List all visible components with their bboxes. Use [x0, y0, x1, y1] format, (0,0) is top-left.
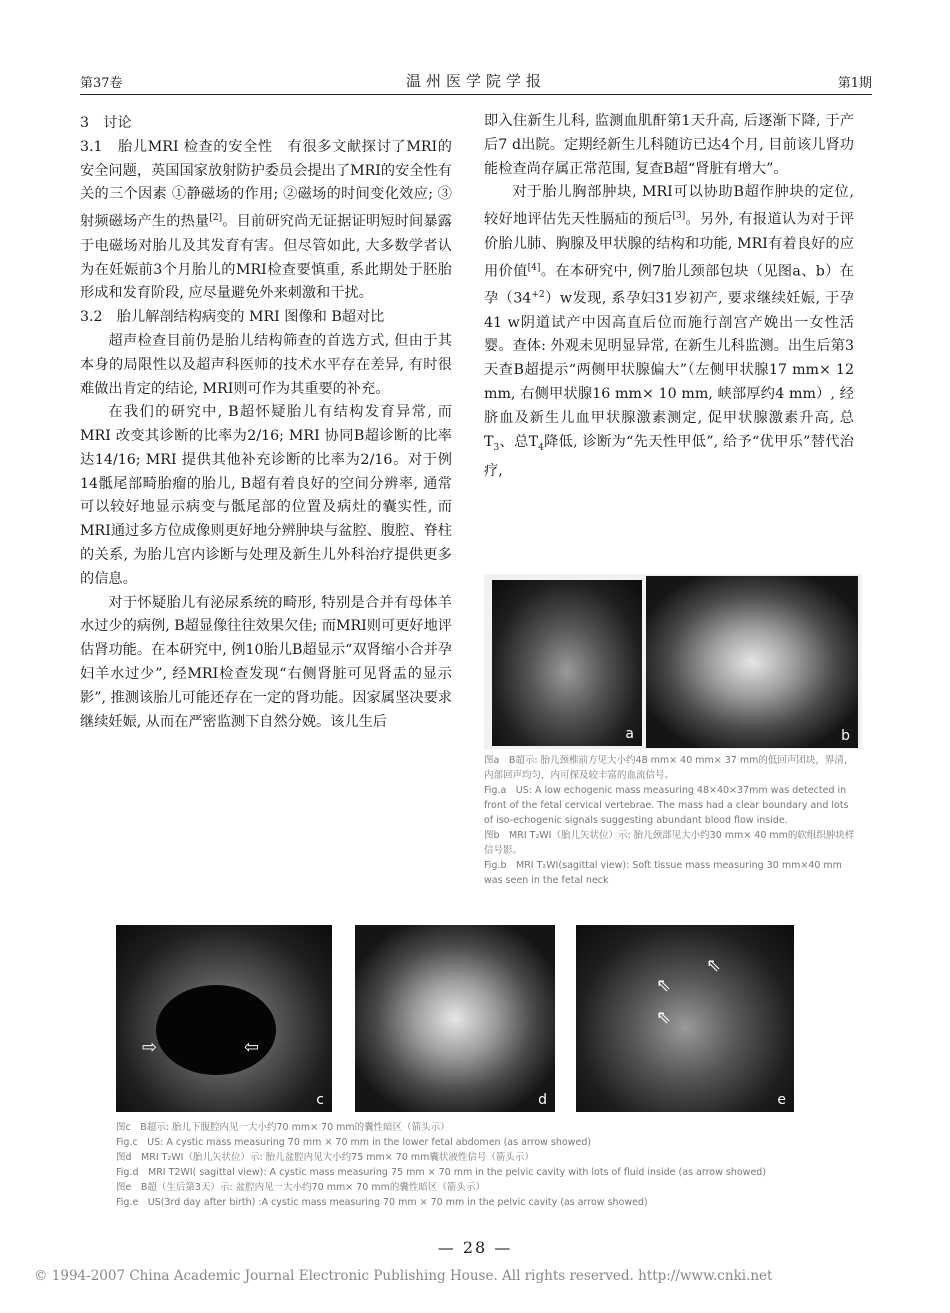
figure-label: c: [316, 1092, 324, 1108]
caption-cde: [116, 1120, 796, 1210]
right-column: [484, 110, 854, 484]
copyright-footer: © 1994-2007 China Academic Journal Electronic Publishing House. All rights reserved. http://www.cnki.net: [34, 1268, 773, 1284]
text: ）w发现, 系孕妇31岁初产, 要求继续妊娠, 于孕41 w阴道试产中因高直后位而施行剖宫产娩出一女性活婴。查体: 外观未见明显异常, 在新生儿科监测。出生后第3天查B超提示“两侧甲状腺偏大”（左侧甲状腺17 mm× 12 mm, 右侧甲状腺16 mm× 10 mm, 峡部厚约4 mm）, 经脐血及新生儿血甲状腺激素测定, 促甲状腺激素升高, 总T: [484, 290, 854, 450]
figure-label: d: [538, 1092, 547, 1108]
text-3-1: 有很多文献探讨了MRI的安全问题，英国国家放射防护委员会提出了MRI的安全性有关的三个因素 ①静磁场的作用; ②磁场的时间变化效应; ③射频磁场产生的热量: [80, 138, 452, 230]
journal-title: 温州医学院学报: [405, 72, 546, 90]
text: 。在本研究中, 例7胎儿颈部包块（见图a、b）在孕（34: [484, 263, 854, 307]
subscript: 3: [493, 442, 500, 453]
text: 、总T: [499, 433, 539, 450]
volume-label: 第37卷: [80, 76, 123, 91]
figure-label: a: [625, 726, 634, 742]
text-3-1b: 。目前研究尚无证据证明短时间暴露于电磁场对胎儿及其发育有害。但尽管如此, 大多数学者认为在妊娠前3个月胎儿的MRI检查要慎重, 系此期处于胚胎形成和发育阶段, 应尽量避免外来刺激和干扰。: [80, 213, 452, 302]
paragraph-3-1: [80, 136, 452, 306]
figure-a-ultrasound: [492, 580, 642, 746]
text: 。另外, 有报道认为对于评价胎儿肺、胸腺及甲状腺的结构和功能, MRI有着良好的应用价值: [484, 211, 854, 280]
arrow-icon: ⇖: [656, 1007, 672, 1028]
page-number: — 28 —: [437, 1238, 513, 1257]
running-header: [80, 68, 872, 95]
caption-ab: [484, 753, 859, 888]
figure-d-mri: [355, 925, 555, 1112]
caption-line: 图d MRI T₂WI（胎儿矢状位）示: 胎儿盆腔内见大小约75 mm× 70 mm囊状液性信号（箭头示）: [116, 1152, 534, 1163]
figure-e-ultrasound: [576, 925, 794, 1112]
citation: [2]: [209, 213, 223, 224]
heading-3-2: 3.2 胎儿解剖结构病变的 MRI 图像和 B超对比: [80, 309, 385, 326]
paragraph: 即入住新生儿科, 监测血肌酐第1天升高, 后逐渐下降, 于产后7 d出院。定期经新生儿科随访已达4个月, 目前该儿肾功能检查尚存属正常范围, 复查B超“肾脏有增大”。: [484, 113, 854, 177]
paragraph: [484, 181, 854, 484]
paragraph: 在我们的研究中, B超怀疑胎儿有结构发育异常, 而 MRI 改变其诊断的比率为2/16; MRI 协同B超诊断的比率达14/16; MRI 提供其他补充诊断的比率为2/16。对于例14骶尾部畸胎瘤的胎儿, B超有着良好的空间分辨率, 通常可以较好地显示病变与骶尾部的位置及病灶的囊实性, 而MRI通过多方位成像则更好地分辨肿块与盆腔、腹腔、脊柱的关系, 为胎儿宫内诊断与处理及新生儿外科治疗提供更多的信息。: [80, 404, 452, 587]
text: 降低, 诊断为“先天性甲低”, 给予“优甲乐”替代治疗,: [484, 433, 854, 480]
caption-line: Fig.a US: A low echogenic mass measuring 48×40×37mm was detected in front of the fetal cervical vertebrae. The mass had a clear boundary and lots of iso-echogenic signals suggesting abundant blood flow inside.: [484, 785, 849, 826]
figure-b-mri: [646, 576, 858, 748]
heading-3-1: 3.1 胎儿MRI 检查的安全性: [80, 138, 273, 155]
caption-line: Fig.d MRI T2WI( sagittal view): A cystic mass measuring 75 mm × 70 mm in the pelvic cavity with lots of fluid inside (as arrow showed): [116, 1167, 767, 1178]
caption-line: Fig.c US: A cystic mass measuring 70 mm × 70 mm in the lower fetal abdomen (as arrow showed): [116, 1137, 592, 1148]
citation: [4]: [527, 262, 541, 273]
caption-line: 图b MRI T₂WI（胎儿矢状位）示: 胎儿颈部见大小约30 mm× 40 mm的软组织肿块样信号影。: [484, 830, 855, 856]
superscript: +2: [531, 290, 545, 301]
left-column: [80, 112, 452, 734]
cystic-area: [156, 985, 276, 1075]
section-title: 3 讨论: [80, 115, 132, 131]
caption-line: 图e B超（生后第3天）示: 盆腔内见一大小约70 mm× 70 mm的囊性暗区（箭头示）: [116, 1182, 485, 1193]
paragraph: 超声检查目前仍是胎儿结构筛查的首选方式, 但由于其本身的局限性以及超声科医师的技术水平存在差异, 有时很难做出肯定的结论, MRI则可作为其重要的补充。: [80, 332, 452, 397]
subscript: 4: [538, 442, 544, 453]
arrow-icon: ⇖: [706, 955, 722, 976]
caption-line: Fig.e US(3rd day after birth) :A cystic mass measuring 70 mm × 70 mm in the pelvic cavity (as arrow showed): [116, 1197, 648, 1208]
arrow-right-icon: ⇨: [142, 1037, 158, 1058]
issue-label: 第1期: [837, 76, 872, 91]
caption-line: 图c B超示: 胎儿下腹腔内见一大小约70 mm× 70 mm的囊性暗区（箭头示）: [116, 1122, 450, 1133]
arrow-left-icon: ⇦: [244, 1037, 260, 1058]
caption-line: Fig.b MRI T₂WI(sagittal view): Soft tissue mass measuring 30 mm×40 mm was seen in the fetal neck: [484, 860, 842, 886]
paragraph: 对于怀疑胎儿有泌尿系统的畸形, 特别是合并有母体羊水过少的病例, B超显像往往效果欠佳; 而MRI则可更好地评估肾功能。在本研究中, 例10胎儿B超显示“双肾缩小合并孕妇羊水过少”, 经MRI检查发现“右侧肾脏可见肾盂的显示影”, 推测该胎儿可能还存在一定的肾功能。因家属坚决要求继续妊娠, 从而在严密监测下自然分娩。该儿生后: [80, 594, 452, 730]
figure-c-ultrasound: [116, 925, 332, 1112]
citation: [3]: [672, 211, 686, 222]
text: 对于胎儿胸部肿块, MRI可以协助B超作肿块的定位, 较好地评估先天性膈疝的预后: [484, 184, 854, 228]
figure-label: b: [841, 728, 850, 744]
figure-label: e: [777, 1092, 786, 1108]
arrow-icon: ⇖: [656, 975, 672, 996]
caption-line: 图a B超示: 胎儿颈椎前方见大小约48 mm× 40 mm× 37 mm的低回声团块，界清，内部回声均匀，内可探及较丰富的血流信号。: [484, 755, 854, 781]
